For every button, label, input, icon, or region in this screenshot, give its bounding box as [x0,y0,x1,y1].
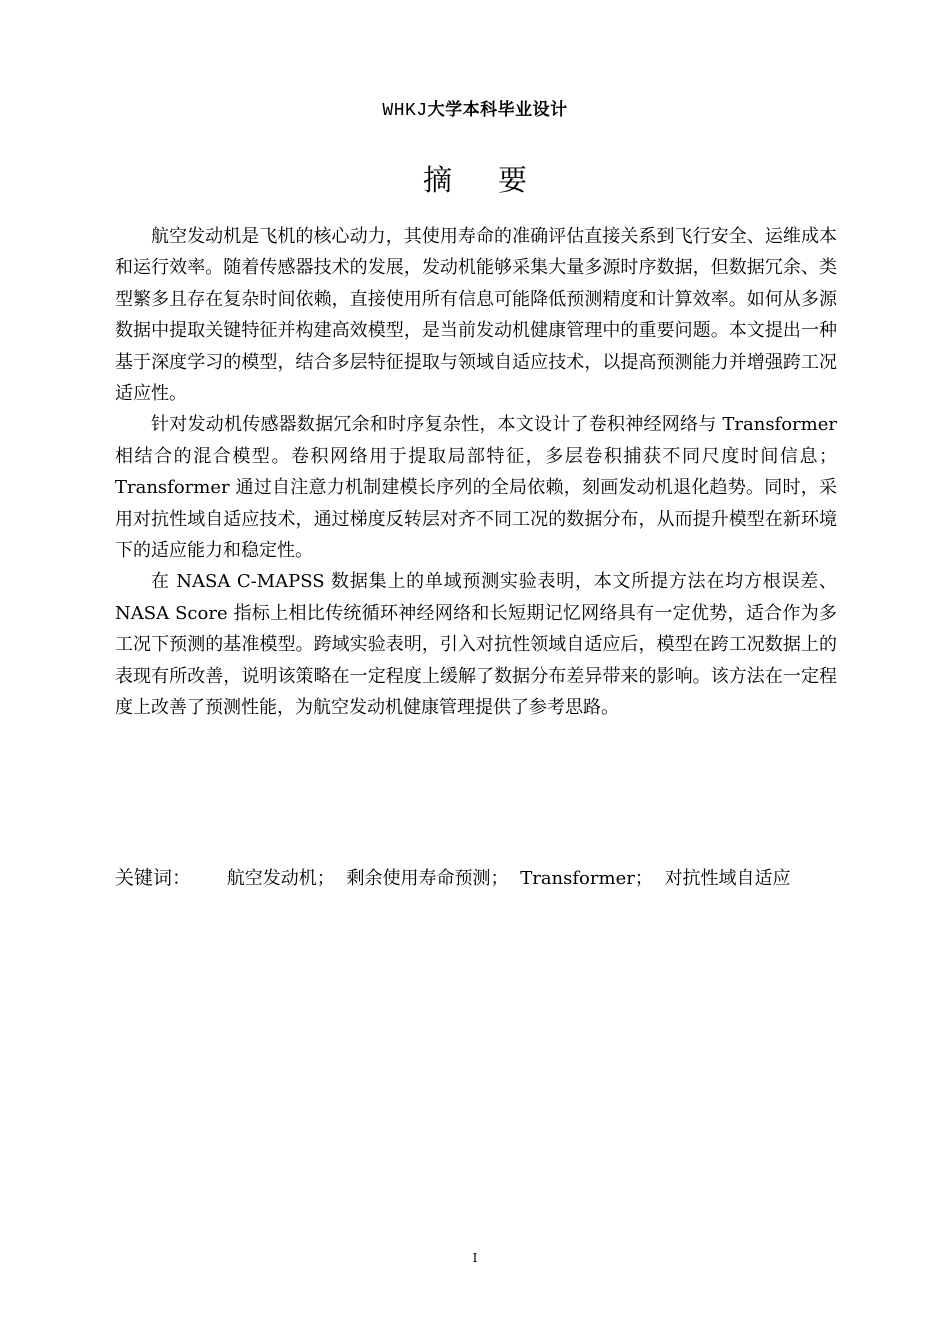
keyword-item: 剩余使用寿命预测； [346,868,509,889]
abstract-body [115,221,837,724]
abstract-paragraph: 航空发动机是飞机的核心动力，其使用寿命的准确评估直接关系到飞行安全、运维成本和运行效率。随着传感器技术的发展，发动机能够采集大量多源时序数据，但数据冗余、类型繁多且存在复杂时间依赖，直接使用所有信息可能降低预测精度和计算效率。如何从多源数据中提取关键特征并构建高效模型，是当前发动机健康管理中的重要问题。本文提出一种基于深度学习的模型，结合多层特征提取与领域自适应技术，以提高预测能力并增强跨工况适应性。 [115,226,837,405]
keywords-line [115,864,855,893]
keyword-item: 航空发动机； [226,868,335,889]
abstract-title: 摘要 [422,163,573,197]
header-document-type: 大学本科毕业设计 [427,100,568,120]
abstract-paragraph: 针对发动机传感器数据冗余和时序复杂性，本文设计了卷积神经网络与 Transformer 相结合的混合模型。卷积网络用于提取局部特征，多层卷积捕获不同尺度时间信息；Transformer 通过自注意力机制建模长序列的全局依赖，刻画发动机退化趋势。同时，采用对抗性域自适应技术，通过梯度反转层对齐不同工况的数据分布，从而提升模型在新环境下的适应能力和稳定性。 [115,414,837,562]
page-number: I [472,1251,478,1265]
running-header [0,95,950,121]
keywords-label: 关键词： [115,867,192,889]
abstract-paragraph: 在 NASA C-MAPSS 数据集上的单域预测实验表明，本文所提方法在均方根误差、NASA Score 指标上相比传统循环神经网络和长短期记忆网络具有一定优势，适合作为多工况下预测的基准模型。跨域实验表明，引入对抗性领域自适应后，模型在跨工况数据上的表现有所改善，说明该策略在一定程度上缓解了数据分布差异带来的影响。该方法在一定程度上改善了预测性能，为航空发动机健康管理提供了参考思路。 [115,571,837,719]
header-school-code: WHKJ [382,101,428,121]
keyword-item: 对抗性域自适应 [664,868,791,889]
keyword-item: Transformer； [520,868,653,889]
